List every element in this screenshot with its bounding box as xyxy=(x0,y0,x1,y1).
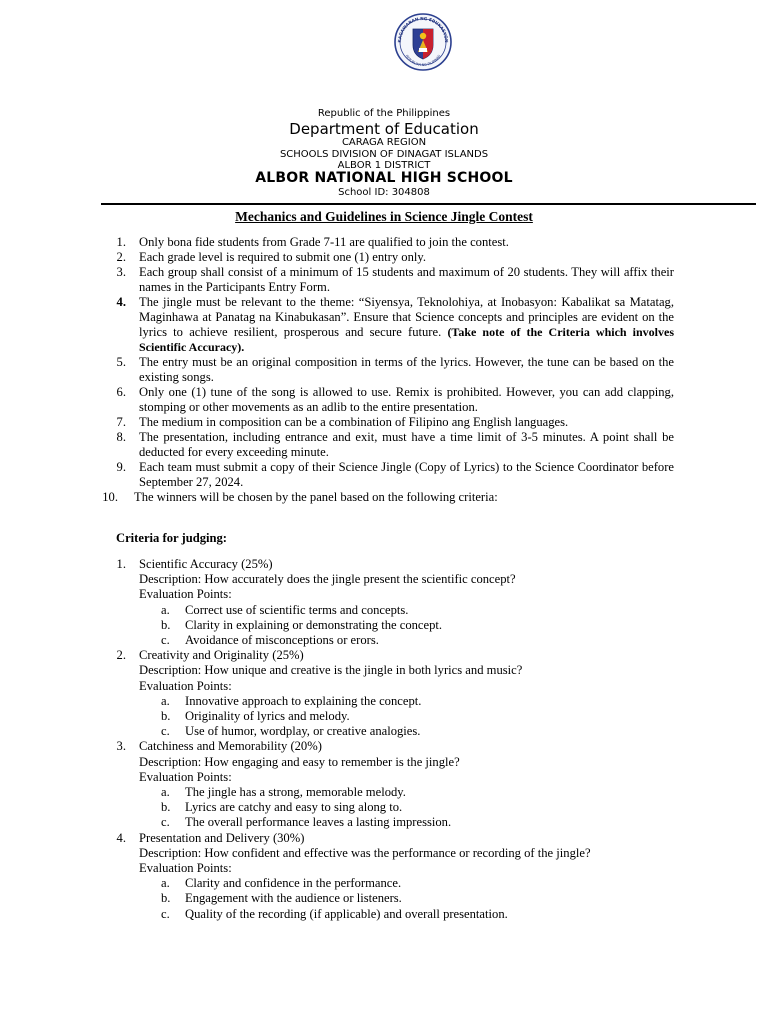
point-text: Correct use of scientific terms and concepts. xyxy=(185,602,409,617)
header-republic: Republic of the Philippines xyxy=(317,108,451,119)
criterion-title: Presentation and Delivery (30%) xyxy=(139,830,305,845)
point-letter: c. xyxy=(161,815,170,830)
list-text: The entry must be an original composition in terms of the lyrics. However, the tune can be based on the existing songs. xyxy=(139,355,674,384)
point-text: Quality of the recording (if applicable) and overall presentation. xyxy=(185,906,508,921)
criterion-title: Creativity and Originality (25%) xyxy=(139,648,304,663)
criterion-title: Catchiness and Memorability (20%) xyxy=(139,739,322,754)
evaluation-point xyxy=(161,709,674,724)
criteria-heading: Criteria for judging: xyxy=(116,531,227,545)
list-number: 7. xyxy=(116,415,126,429)
evaluation-point xyxy=(161,602,674,618)
point-text: Use of humor, wordplay, or creative analogies. xyxy=(185,724,421,739)
point-text: Originality of lyrics and melody. xyxy=(185,709,350,724)
list-number: 3. xyxy=(116,265,126,279)
point-letter: c. xyxy=(161,906,170,921)
evaluation-point xyxy=(161,800,674,815)
criterion-number: 3. xyxy=(116,739,126,754)
evaluation-point xyxy=(161,815,674,830)
evaluation-label: Evaluation Points: xyxy=(139,678,232,693)
point-text: Lyrics are catchy and easy to sing along to. xyxy=(185,800,403,815)
evaluation-point xyxy=(161,693,674,709)
point-letter: b. xyxy=(161,617,171,632)
criterion-description: Description: How accurately does the jingle present the scientific concept? xyxy=(139,572,516,587)
header-district: ALBOR 1 DISTRICT xyxy=(337,160,431,171)
list-text xyxy=(139,295,674,355)
list-number: 6. xyxy=(116,385,126,399)
evaluation-point xyxy=(161,724,674,739)
point-letter: a. xyxy=(161,693,170,708)
criterion-description: Description: How engaging and easy to remember is the jingle? xyxy=(139,754,460,769)
point-text: Engagement with the audience or listeners. xyxy=(185,891,402,906)
point-letter: a. xyxy=(161,785,170,800)
evaluation-label: Evaluation Points: xyxy=(139,769,232,784)
point-letter: c. xyxy=(161,633,170,648)
list-text: Each grade level is required to submit one (1) entry only. xyxy=(139,250,426,264)
list-text: The winners will be chosen by the panel based on the following criteria: xyxy=(134,490,498,504)
criterion xyxy=(100,739,674,830)
criterion-number: 4. xyxy=(116,830,126,845)
list-number: 8. xyxy=(116,430,126,444)
list-text: Each group shall consist of a minimum of 15 students and maximum of 20 students. They will affix their names in the Participants Entry Form. xyxy=(139,265,674,294)
point-text: Avoidance of misconceptions or erors. xyxy=(185,633,379,648)
list-text: Only one (1) tune of the song is allowed to use. Remix is prohibited. However, you can add clapping, stomping or other movements as an adlib to the entire presentation. xyxy=(139,385,674,414)
evaluation-label: Evaluation Points: xyxy=(139,861,232,876)
list-item xyxy=(100,430,674,460)
point-text: Clarity in explaining or demonstrating the concept. xyxy=(185,617,443,632)
list-number: 9. xyxy=(116,460,126,474)
list-number: 5. xyxy=(116,355,126,369)
mechanics-list xyxy=(100,235,674,505)
document-title: Mechanics and Guidelines in Science Jingle Contest xyxy=(235,209,533,224)
criterion-description: Description: How confident and effective was the performance or recording of the jingle? xyxy=(139,845,591,860)
point-text: Innovative approach to explaining the concept. xyxy=(185,693,422,708)
list-number: 4. xyxy=(116,295,126,309)
list-text: Each team must submit a copy of their Science Jingle (Copy of Lyrics) to the Science Coordinator before September 27, 2024. xyxy=(139,460,674,489)
header-region: CARAGA REGION xyxy=(341,137,427,148)
criterion-title: Scientific Accuracy (25%) xyxy=(139,557,273,571)
deped-seal-logo xyxy=(389,12,457,72)
list-item xyxy=(100,235,674,250)
list-item xyxy=(100,490,674,505)
svg-text:KAGAWARAN NG EDUKASYON: KAGAWARAN NG EDUKASYON xyxy=(396,15,450,43)
point-letter: c. xyxy=(161,724,170,739)
point-letter: a. xyxy=(161,602,170,617)
list-text: Only bona fide students from Grade 7-11 are qualified to join the contest. xyxy=(139,235,509,249)
header-division: SCHOOLS DIVISION OF DINAGAT ISLANDS xyxy=(279,149,489,160)
list-number: 10. xyxy=(102,490,118,504)
list-item xyxy=(100,385,674,415)
list-text: The medium in composition can be a combination of Filipino ang English languages. xyxy=(139,415,569,429)
header-school-name: ALBOR NATIONAL HIGH SCHOOL xyxy=(255,170,513,186)
list-item xyxy=(100,415,674,430)
list-item xyxy=(100,295,674,355)
header-divider xyxy=(101,203,756,205)
evaluation-point xyxy=(161,906,674,922)
evaluation-point xyxy=(161,891,674,906)
list-text-emphasis: (Take note of the Criteria which involves Scientific Accuracy). xyxy=(139,325,674,354)
evaluation-label: Evaluation Points: xyxy=(139,587,232,602)
list-item xyxy=(100,265,674,295)
criterion-number: 2. xyxy=(116,648,126,663)
list-text-main: The jingle must be relevant to the theme: “Siyensya, Teknolohiya, at Inobasyon: Kabalikat sa Matatag, Maginhawa at Panatag na Kinabukasan”. Ensure that Science concepts and principles are evident on the lyrics to achieve resilient, prosperous and secure future. xyxy=(139,295,674,339)
point-text: The overall performance leaves a lasting impression. xyxy=(185,815,452,830)
evaluation-point xyxy=(161,785,674,800)
list-text: The presentation, including entrance and exit, must have a time limit of 3-5 minutes. A point shall be deducted for every exceeding minute. xyxy=(139,430,674,459)
point-letter: b. xyxy=(161,800,171,815)
evaluation-point xyxy=(161,617,674,633)
criteria-list xyxy=(100,557,674,922)
header-department: Department of Education xyxy=(289,120,479,138)
criterion-description: Description: How unique and creative is the jingle in both lyrics and music? xyxy=(139,663,523,678)
evaluation-point xyxy=(161,876,674,891)
point-letter: b. xyxy=(161,709,171,724)
header-school-id: School ID: 304808 xyxy=(338,187,430,198)
list-number: 2. xyxy=(116,250,126,264)
svg-text:REPUBLIKA NG PILIPINAS: REPUBLIKA NG PILIPINAS xyxy=(404,54,442,68)
list-item xyxy=(100,460,674,490)
list-item xyxy=(100,355,674,385)
point-letter: a. xyxy=(161,876,170,891)
point-text: Clarity and confidence in the performance. xyxy=(185,876,402,891)
point-letter: b. xyxy=(161,891,171,906)
criterion xyxy=(100,648,674,739)
criterion xyxy=(100,831,674,922)
evaluation-point xyxy=(161,633,674,648)
criterion-number: 1. xyxy=(116,557,126,571)
list-item xyxy=(100,250,674,265)
point-text: The jingle has a strong, memorable melody. xyxy=(185,785,406,800)
list-number: 1. xyxy=(116,235,126,249)
criterion xyxy=(100,557,674,648)
